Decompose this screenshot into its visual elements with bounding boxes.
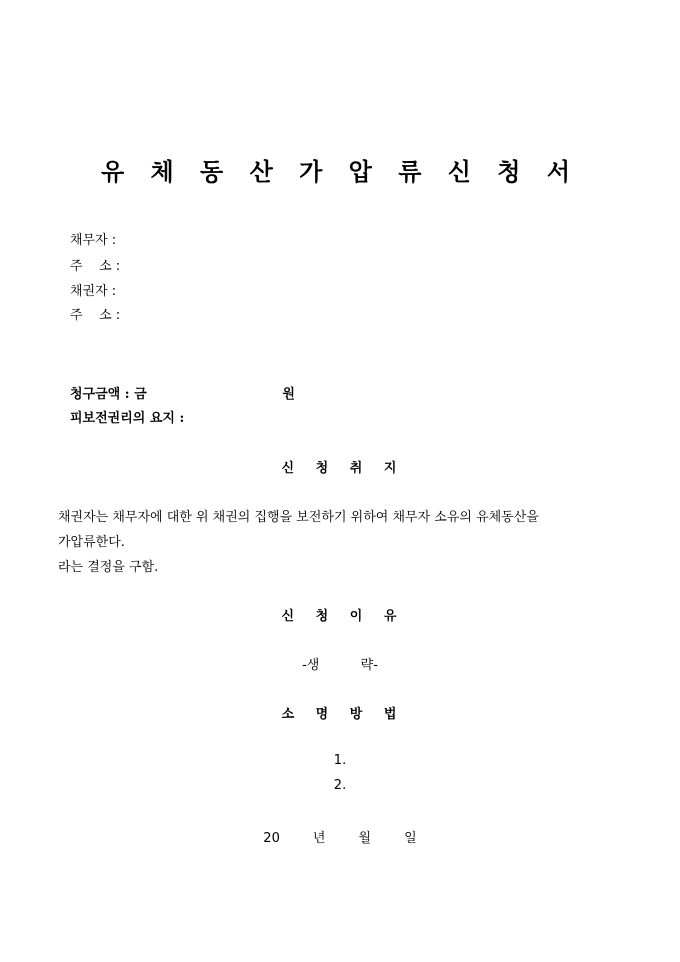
purpose-line-3: 라는 결정을 구함. (58, 560, 159, 575)
claim-amount-line: 청구금액 : 금 원 (70, 387, 295, 402)
creditor-address-label: 주 소 : (70, 308, 121, 323)
debtor-address-label: 주 소 : (70, 259, 121, 274)
debtor-label: 채무자 : (70, 233, 117, 248)
purpose-heading: 신 청 취 지 (281, 461, 399, 476)
proof-item-2: 2. (333, 778, 347, 793)
reason-heading: 신 청 이 유 (281, 609, 399, 624)
date-line: 20 년 월 일 (263, 831, 417, 846)
proof-heading: 소 명 방 법 (281, 707, 399, 722)
protected-right-line: 피보전권리의 요지 : (70, 411, 185, 426)
purpose-line-1: 채권자는 채무자에 대한 위 채권의 집행을 보전하기 위하여 채무자 소유의 유체동산을 (58, 510, 539, 525)
purpose-line-2: 가압류한다. (58, 535, 125, 550)
reason-omitted-text: -생 략- (302, 658, 378, 673)
document-title: 유 체 동 산 가 압 류 신 청 서 (100, 157, 580, 186)
creditor-label: 채권자 : (70, 284, 117, 299)
proof-item-1: 1. (333, 753, 347, 768)
